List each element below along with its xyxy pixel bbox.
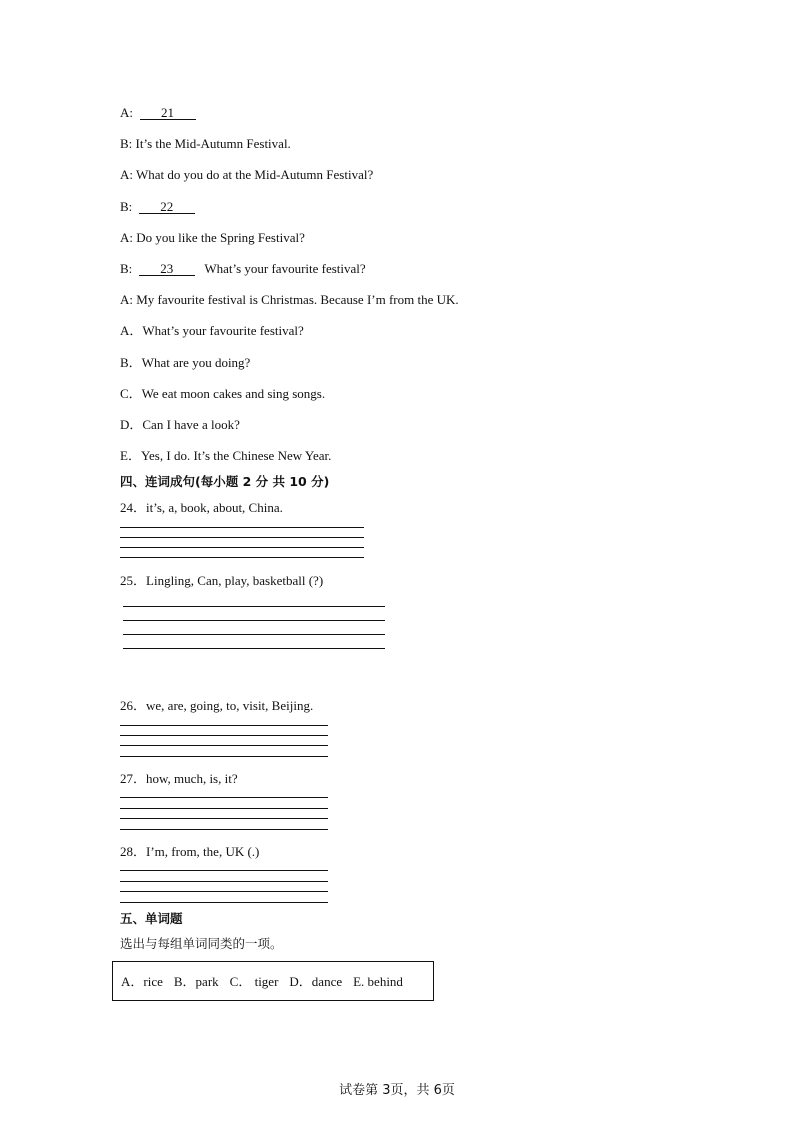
answer-line-26[interactable] (120, 735, 328, 736)
word-options-box (112, 961, 434, 1001)
answer-line-28[interactable] (120, 891, 328, 892)
word-option-e: E. behind (353, 974, 403, 989)
answer-blank-22[interactable]: 22 (139, 200, 195, 214)
answer-line-27[interactable] (120, 797, 328, 798)
answer-blank-23[interactable]: 23 (139, 262, 195, 276)
dialogue-line-21: A: 21 (120, 105, 196, 121)
answer-line-26[interactable] (120, 745, 328, 746)
option-e: E．Yes, I do. It’s the Chinese New Year. (120, 448, 332, 463)
answer-line-25[interactable] (123, 648, 385, 649)
answer-line-27[interactable] (120, 829, 328, 830)
word-option-d: D．dance (289, 974, 343, 989)
section-4-heading: 四、连词成句(每小题 2 分 共 10 分) (120, 474, 330, 489)
dialogue-line: B: It’s the Mid-Autumn Festival. (120, 136, 291, 151)
option-d: D．Can I have a look? (120, 417, 240, 432)
page-footer: 试卷第 3页，共 6页 (339, 1083, 455, 1098)
dialogue-line-22: B: 22 (120, 199, 195, 215)
dialogue-line: A: Do you like the Spring Festival? (120, 230, 305, 245)
dialogue-line: A: What do you do at the Mid-Autumn Festival? (120, 167, 374, 182)
word-option-c: C． tiger (229, 974, 279, 989)
question-27: 27．how, much, is, it? (120, 771, 238, 786)
word-option-a: A．rice (121, 974, 163, 989)
answer-line-26[interactable] (120, 725, 328, 726)
question-24: 24．it’s, a, book, about, China. (120, 500, 283, 515)
answer-line-24[interactable] (120, 527, 364, 528)
answer-line-27[interactable] (120, 808, 328, 809)
question-28: 28．I’m, from, the, UK (.) (120, 844, 260, 859)
dialogue-line-23: B: 23 What’s your favourite festival? (120, 261, 366, 276)
option-c: C．We eat moon cakes and sing songs. (120, 386, 326, 401)
answer-line-28[interactable] (120, 902, 328, 903)
answer-line-28[interactable] (120, 870, 328, 871)
answer-line-24[interactable] (120, 547, 364, 548)
answer-line-27[interactable] (120, 818, 328, 819)
answer-blank-21[interactable]: 21 (140, 106, 196, 120)
answer-line-25[interactable] (123, 606, 385, 607)
dialogue-line: A: My favourite festival is Christmas. Because I’m from the UK. (120, 292, 459, 307)
word-option-b: B．park (173, 974, 219, 989)
answer-line-26[interactable] (120, 756, 328, 757)
answer-line-25[interactable] (123, 620, 385, 621)
section-5-heading: 五、单词题 (120, 911, 183, 926)
section-5-instruction: 选出与每组单词同类的一项。 (120, 936, 283, 951)
question-25: 25．Lingling, Can, play, basketball (?) (120, 573, 324, 588)
option-b: B．What are you doing? (120, 355, 251, 370)
answer-line-25[interactable] (123, 634, 385, 635)
answer-line-24[interactable] (120, 537, 364, 538)
option-a: A．What’s your favourite festival? (120, 323, 304, 338)
question-26: 26．we, are, going, to, visit, Beijing. (120, 698, 314, 713)
answer-line-24[interactable] (120, 557, 364, 558)
answer-line-28[interactable] (120, 881, 328, 882)
